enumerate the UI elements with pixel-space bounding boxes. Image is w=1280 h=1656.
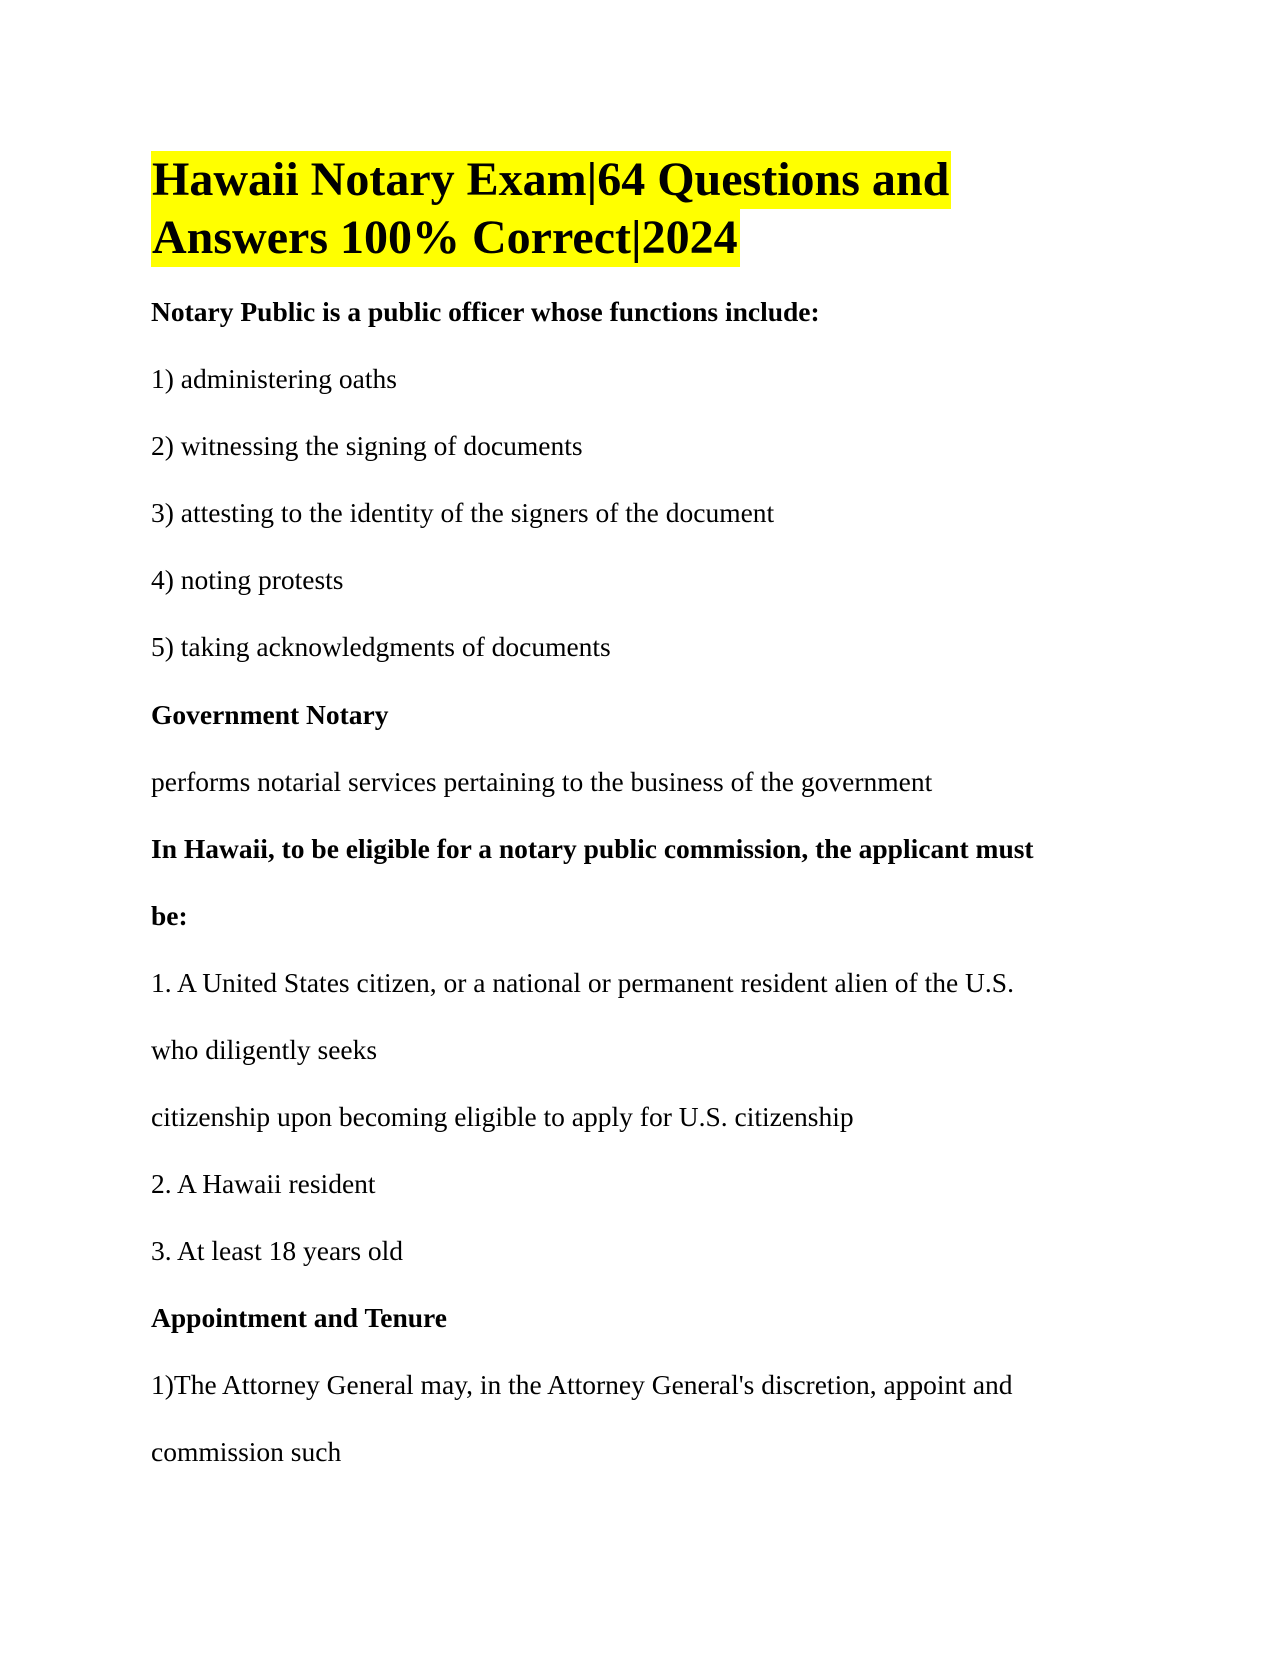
answer-line: 2) witnessing the signing of documents [151, 430, 583, 461]
answer-line: 3) attesting to the identity of the signers of the document [151, 497, 775, 528]
question-heading-eligibility: In Hawaii, to be eligible for a notary public commission, the applicant must [151, 833, 1034, 864]
answer-line: 1) administering oaths [151, 363, 397, 394]
question-heading-appointment-tenure: Appointment and Tenure [151, 1302, 447, 1333]
answer-line: 3. At least 18 years old [151, 1235, 404, 1266]
question-heading-eligibility-continued: be: [151, 900, 188, 931]
answer-line: 4) noting protests [151, 564, 344, 595]
document-title-line-1: Hawaii Notary Exam|64 Questions and [151, 151, 951, 209]
answer-line: 5) taking acknowledgments of documents [151, 631, 611, 662]
question-heading-notary-public: Notary Public is a public officer whose functions include: [151, 296, 820, 327]
document-title-line-2: Answers 100% Correct|2024 [151, 209, 740, 267]
answer-line: performs notarial services pertaining to the business of the government [151, 766, 933, 797]
question-heading-government-notary: Government Notary [151, 699, 389, 730]
answer-line: citizenship upon becoming eligible to apply for U.S. citizenship [151, 1101, 854, 1132]
answer-line: 1)The Attorney General may, in the Attorney General's discretion, appoint and [151, 1369, 1013, 1400]
answer-line: 1. A United States citizen, or a national or permanent resident alien of the U.S. [151, 967, 1014, 998]
answer-line: 2. A Hawaii resident [151, 1168, 376, 1199]
answer-line: commission such [151, 1436, 342, 1467]
answer-line: who diligently seeks [151, 1034, 378, 1065]
